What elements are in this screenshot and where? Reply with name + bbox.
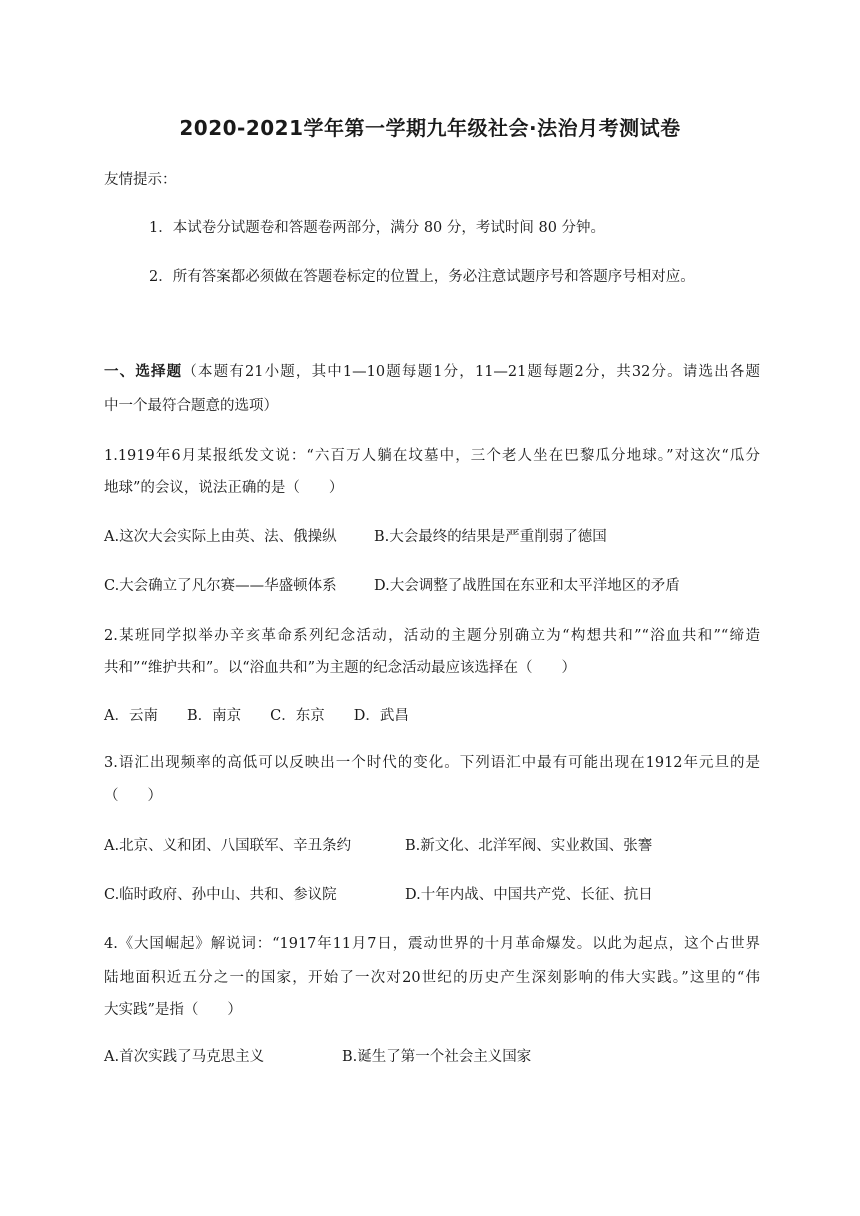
question-1-stem-line2: 地球”的会议，说法正确的是（ ） <box>104 480 344 496</box>
tip-item-2: 2．所有答案都必须做在答题卷标定的位置上，务必注意试题序号和答题序号相对应。 <box>149 269 695 285</box>
question-2-options: A．云南 B．南京 C．东京 D．武昌 <box>104 708 409 724</box>
question-1-option-b: B.大会最终的结果是严重削弱了德国 <box>374 529 607 545</box>
question-4-stem-line1: 4.《大国崛起》解说词：“1917年11月7日，震动世界的十月革命爆发。以此为起点，这个占世界 <box>104 936 760 952</box>
exam-title: 2020-2021学年第一学期九年级社会·法治月考测试卷 <box>179 116 681 140</box>
question-3-option-c: C.临时政府、孙中山、共和、参议院 <box>104 887 337 903</box>
question-1-option-c: C.大会确立了凡尔赛——华盛顿体系 <box>104 578 337 594</box>
section-label: 一、选择题 <box>104 363 183 380</box>
question-1-option-a: A.这次大会实际上由英、法、俄操纵 <box>104 529 337 545</box>
question-4-stem-line2: 陆地面积近五分之一的国家，开始了一次对20世纪的历史产生深刻影响的伟大实践。”这里的“伟 <box>104 970 760 986</box>
question-3-stem-line2: （ ） <box>104 788 162 804</box>
question-2-stem-line2: 共和”“维护共和”。以“浴血共和”为主题的纪念活动最应该选择在（ ） <box>104 660 577 676</box>
section-instruction-line1: （本题有21小题，其中1—10题每题1分，11—21题每题2分，共32分。请选出各题 <box>182 364 760 380</box>
tip-item-1: 1．本试卷分试题卷和答题卷两部分，满分 80 分，考试时间 80 分钟。 <box>149 220 606 236</box>
question-4-stem-line3: 大实践”是指（ ） <box>104 1002 242 1018</box>
question-1-stem-line1: 1.1919年6月某报纸发文说：“六百万人躺在坟墓中，三个老人坐在巴黎瓜分地球。”对这次“瓜分 <box>104 448 760 464</box>
question-3-option-d: D.十年内战、中国共产党、长征、抗日 <box>405 887 653 903</box>
question-1-option-d: D.大会调整了战胜国在东亚和太平洋地区的矛盾 <box>374 578 680 594</box>
question-3-stem-line1: 3.语汇出现频率的高低可以反映出一个时代的变化。下列语汇中最有可能出现在1912年元旦的是 <box>104 755 760 771</box>
question-4-option-a: A.首次实践了马克思主义 <box>104 1049 265 1065</box>
question-2-stem-line1: 2.某班同学拟举办辛亥革命系列纪念活动，活动的主题分别确立为“构想共和”“浴血共和”“缔造 <box>104 628 760 644</box>
question-3-option-a: A.北京、义和团、八国联军、辛丑条约 <box>104 838 352 854</box>
tips-heading: 友情提示： <box>104 172 177 188</box>
question-3-option-b: B.新文化、北洋军阀、实业救国、张謇 <box>405 838 653 854</box>
section-heading <box>104 362 760 382</box>
question-4-option-b: B.诞生了第一个社会主义国家 <box>342 1049 532 1065</box>
section-instruction-line2: 中一个最符合题意的选项） <box>104 398 278 414</box>
